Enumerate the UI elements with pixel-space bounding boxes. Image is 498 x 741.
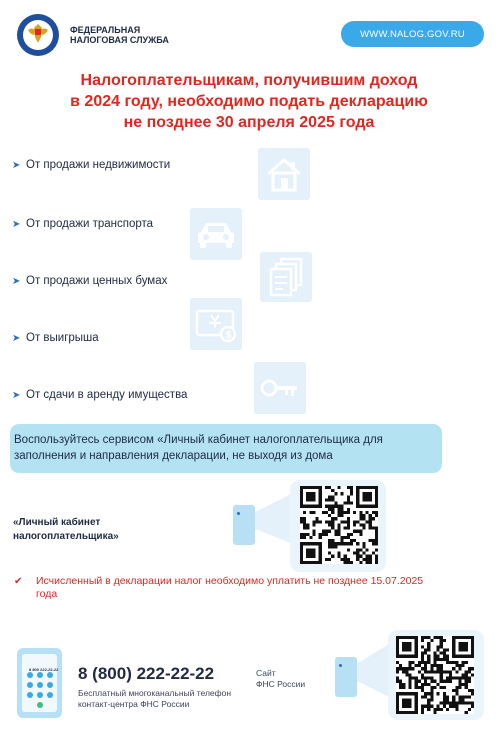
qr-card <box>290 480 386 572</box>
svg-text:$: $ <box>225 330 232 341</box>
tax-payment-note-text: Исчисленный в декларации налог необходимо уплатить не позднее 15.07.2025 года <box>36 575 424 600</box>
list-item-real-estate <box>12 159 170 171</box>
list-item-securities <box>12 275 167 287</box>
phone-icon <box>233 505 255 545</box>
list-item-transport <box>12 218 153 230</box>
website-label <box>256 668 326 690</box>
header <box>0 0 498 60</box>
page-title-line2: в 2024 году, необходимо подать декларацию <box>70 93 428 110</box>
car-icon <box>190 208 242 260</box>
website-label-line1: Сайт <box>256 668 276 678</box>
personal-account-label <box>13 516 173 544</box>
hotline-description <box>78 688 253 710</box>
chevron-right-icon: ➤ <box>12 159 21 171</box>
chevron-right-icon: ➤ <box>12 275 21 287</box>
service-callout <box>10 424 442 473</box>
page-title-line1: Налогоплательщикам, получившим доход <box>80 72 418 89</box>
hotline-phone-number[interactable]: 8 (800) 222-22-22 <box>78 664 215 683</box>
chevron-right-icon: ➤ <box>12 389 21 401</box>
org-name-line1: ФЕДЕРАЛЬНАЯ <box>70 25 141 35</box>
phone-keypad-icon <box>17 648 62 718</box>
hotline-description-line1: Бесплатный многоканальный телефон <box>78 688 232 698</box>
org-name-line2: НАЛОГОВАЯ СЛУЖБА <box>70 35 169 45</box>
service-callout-text: Воспользуйтесь сервисом «Личный кабинет налогоплательщика для заполнения и направления декларации, не выходя из дома <box>14 434 383 462</box>
qr-code-website[interactable] <box>396 636 474 714</box>
documents-icon <box>260 252 312 302</box>
key-icon <box>254 362 306 414</box>
org-name <box>70 25 190 45</box>
list-item-rent <box>12 389 187 401</box>
qr-code-personal-account[interactable] <box>300 486 378 564</box>
prize-ticket-icon <box>190 298 242 350</box>
list-item-label: От выигрыша <box>26 332 99 344</box>
personal-account-line1: «Личный кабинет <box>13 517 101 528</box>
checkmark-icon: ✔ <box>14 576 23 587</box>
list-item-winnings <box>12 332 99 344</box>
page-title-line3: не позднее 30 апреля 2025 года <box>123 114 375 131</box>
website-label-line2: ФНС России <box>256 679 306 689</box>
list-item-label: От сдачи в аренду имущества <box>26 389 188 401</box>
house-icon <box>258 148 310 200</box>
hotline-description-line2: контакт-центра ФНС России <box>78 699 190 709</box>
page-title <box>20 70 478 133</box>
chevron-right-icon: ➤ <box>12 218 21 230</box>
fns-emblem-icon <box>16 13 60 57</box>
list-item-label: От продажи недвижимости <box>26 159 171 171</box>
phone-screen-number: 8 800 222-22-22 <box>29 667 59 672</box>
phone-icon <box>335 657 357 697</box>
qr-card <box>388 630 484 720</box>
list-item-label: От продажи транспорта <box>26 218 154 230</box>
list-item-label: От продажи ценных бумах <box>26 275 168 287</box>
chevron-right-icon: ➤ <box>12 332 21 344</box>
site-link-button[interactable]: WWW.NALOG.GOV.RU <box>341 21 484 47</box>
personal-account-line2: налогоплательщика» <box>13 531 119 542</box>
